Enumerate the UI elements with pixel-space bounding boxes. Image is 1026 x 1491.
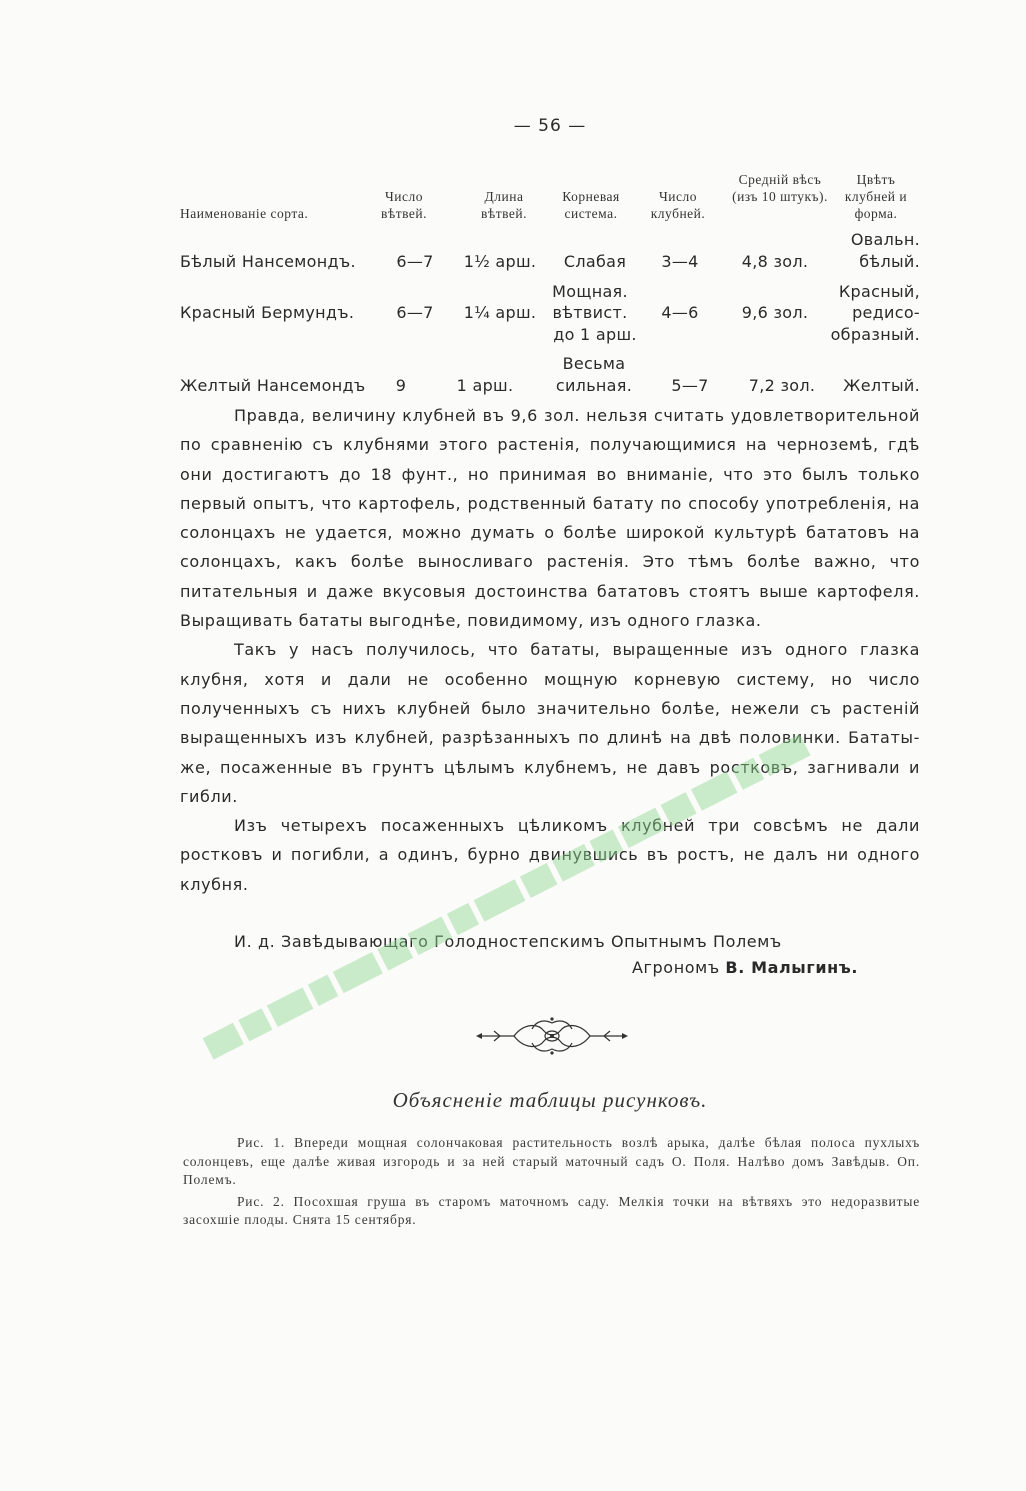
body-text — [180, 401, 920, 899]
row-variety-name: Бѣлый Нансемондъ. — [180, 252, 356, 271]
row-branch-count: 9 — [395, 376, 407, 395]
header-root-system: Корневая система. — [562, 189, 620, 221]
row-tuber-color: редисо- — [852, 303, 920, 322]
paragraph: Такъ у насъ получилось, что бататы, выращенные изъ одного глазка клубня, хотя и дали не особенно мощную корневую систему, но число полученныхъ съ нихъ клубней было значительно болѣе, нежели съ растеній выращенныхъ изъ клубней, разрѣзанныхъ по длинѣ на двѣ половинки. Бататы-же, посаженные въ грунтъ цѣлымъ клубнемъ, не давъ ростковъ, загнивали и гибли. — [180, 640, 920, 806]
row-root-system: Мощная. — [552, 282, 628, 301]
row-root-system: вѣтвист. — [552, 303, 628, 322]
row-tuber-count: 3—4 — [661, 252, 699, 271]
row-root-system: Слабая — [563, 252, 627, 271]
row-average-weight: 9,6 зол. — [741, 303, 809, 322]
figure-caption: Рис. 2. Посохшая груша въ старомъ маточномъ саду. Мелкія точки на вѣтвяхъ это недоразвитые засохшіе плоды. Снята 15 сентября. — [183, 1193, 920, 1227]
row-root-system: сильная. — [555, 376, 633, 395]
row-average-weight: 4,8 зол. — [741, 252, 809, 271]
paragraph: Правда, величину клубней въ 9,6 зол. нельзя считать удовлетворительной по сравненію съ клубнями этого растенія, получающимися на черноземѣ, гдѣ они достигаютъ до 18 фунт., но принимая во вниманіе, что это былъ только первый опытъ, что картофель, родственный батату по способу употребленія, на солонцахъ не удается, можно думать о болѣе широкой культурѣ бататовъ на солонцахъ, какъ болѣе выносливаго растенія. Это тѣмъ болѣе важно, что питательныя и даже вкусовыя достоинства бататовъ стоятъ выше картофеля. Выращивать бататы выгоднѣе, повидимому, изъ одного глазка. — [180, 406, 920, 631]
row-root-system: Весьма — [562, 354, 626, 373]
row-tuber-color: образный. — [830, 325, 920, 344]
row-branch-length: 1¼ арш. — [463, 303, 537, 322]
row-branch-count: 6—7 — [396, 303, 434, 322]
row-tuber-color: Овальн. — [850, 230, 920, 249]
section-title: Объясненіе таблицы рисунковъ. — [392, 1088, 708, 1112]
row-root-system: до 1 арш. — [553, 325, 637, 344]
row-tuber-color: бѣлый. — [859, 252, 920, 271]
figure-captions — [183, 1134, 920, 1233]
signature-position: И. д. Завѣдывающаго Голодностепскимъ Опытнымъ Полемъ — [234, 932, 782, 951]
row-branch-length: 1 арш. — [456, 376, 514, 395]
figure-caption: Рис. 1. Впереди мощная солончаковая растительность возлѣ арыка, далѣе бѣлая полоса пухлыхъ солонцевъ, еще далѣе живая изгородь и за ней старый маточный садъ О. Поля. Налѣво домъ Завѣдыв. Оп. Полемъ. — [183, 1135, 920, 1187]
signature-line — [632, 958, 858, 977]
header-branch-length: Длина вѣтвей. — [481, 189, 527, 221]
row-tuber-count: 4—6 — [661, 303, 699, 322]
signature-name: В. Малыгинъ. — [725, 958, 859, 977]
header-variety-name: Наименованіе сорта. — [180, 206, 309, 221]
row-branch-length: 1½ арш. — [463, 252, 537, 271]
header-tuber-count: Число клубней. — [650, 189, 706, 221]
page-number: — 56 — — [513, 116, 587, 136]
row-variety-name: Красный Бермундъ. — [180, 303, 355, 322]
ornament-divider-icon — [474, 1015, 630, 1057]
header-branch-count: Число вѣтвей. — [381, 189, 427, 221]
row-tuber-color: Желтый. — [843, 376, 920, 395]
paragraph: Изъ четырехъ посаженныхъ цѣликомъ клубней три совсѣмъ не дали ростковъ и погибли, а одинъ, бурно двинувшись въ ростъ, не далъ ни одного клубня. — [180, 816, 920, 894]
header-average-weight: Средній вѣсъ (изъ 10 штукъ). — [732, 172, 828, 204]
row-tuber-count: 5—7 — [671, 376, 709, 395]
header-tuber-color: Цвѣтъ клубней и форма. — [844, 172, 908, 221]
row-average-weight: 7,2 зол. — [748, 376, 816, 395]
row-variety-name: Желтый Нансемондъ — [180, 376, 366, 395]
row-branch-count: 6—7 — [396, 252, 434, 271]
row-tuber-color: Красный, — [838, 282, 920, 301]
signature-title: Агрономъ — [632, 958, 720, 977]
